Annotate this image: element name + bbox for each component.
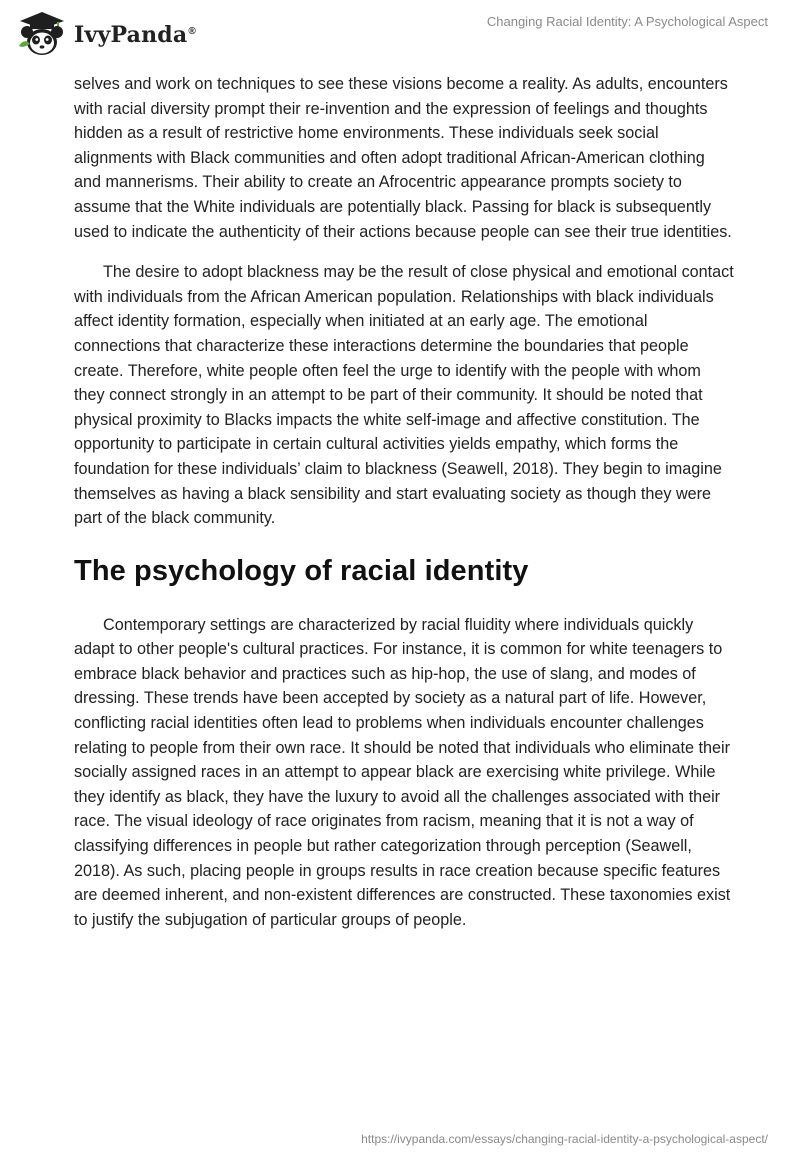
brand-name <box>74 22 196 48</box>
body-paragraph: selves and work on techniques to see these visions become a reality. As adults, encounters with racial diversity prompt their re-invention and the expression of feelings and thoughts hidden as a result of restrictive home environments. These individuals seek social alignments with Black communities and often adopt traditional African-American clothing and mannerisms. Their ability to create an Afrocentric appearance prompts society to assume that the White individuals are potentially black. Passing for black is subsequently used to indicate the authenticity of their actions because people can see their true identities. <box>74 75 732 241</box>
document-title: Changing Racial Identity: A Psychological Aspect <box>486 14 768 29</box>
brand-name-text: IvyPanda <box>74 22 188 48</box>
body-paragraph: Contemporary settings are characterized by racial fluidity where individuals quickly adapt to other people's cultural practices. For instance, it is common for white teenagers to embrace black behavior and practices such as hip-hop, the use of slang, and modes of dressing. These trends have been accepted by society as a natural part of life. However, conflicting racial identities often lead to problems when individuals encounter challenges relating to people from their own race. It should be noted that individuals who eliminate their socially assigned races in an attempt to appear black are exercising white privilege. While they identify as black, they have the luxury to avoid all the challenges associated with their race. The visual ideology of race originates from racism, meaning that it is not a way of classifying differences in people but rather categorization through perception (Seawell, 2018). As such, placing people in groups results in race creation because specific features are deemed inherent, and non-existent differences are constructed. These taxonomies exist to justify the subjugation of particular groups of people. <box>74 615 731 929</box>
source-url[interactable]: https://ivypanda.com/essays/changing-racial-identity-a-psychological-aspect/ <box>361 1132 768 1146</box>
section-heading: The psychology of racial identity <box>74 554 529 587</box>
registered-mark: ® <box>188 25 196 37</box>
panda-graduation-cap-logo-icon <box>16 10 68 58</box>
essay-content <box>74 72 734 932</box>
body-paragraph: The desire to adopt blackness may be the result of close physical and emotional contact with individuals from the African American population. Relationships with black individuals affect identity formation, especially when initiated at an early age. The emotional connections that characterize these interactions determine the boundaries that people create. Therefore, white people often feel the urge to identify with the people with whom they connect strongly in an attempt to be part of their community. It should be noted that physical proximity to Blacks impacts the white self-image and affective constitution. The opportunity to participate in certain cultural activities yields empathy, which forms the foundation for these individuals’ claim to blackness (Seawell, 2018). They begin to imagine themselves as having a black sensibility and start evaluating society as though they were part of the black community. <box>74 263 734 528</box>
brand-logo[interactable] <box>16 10 196 58</box>
page-header <box>0 0 800 70</box>
